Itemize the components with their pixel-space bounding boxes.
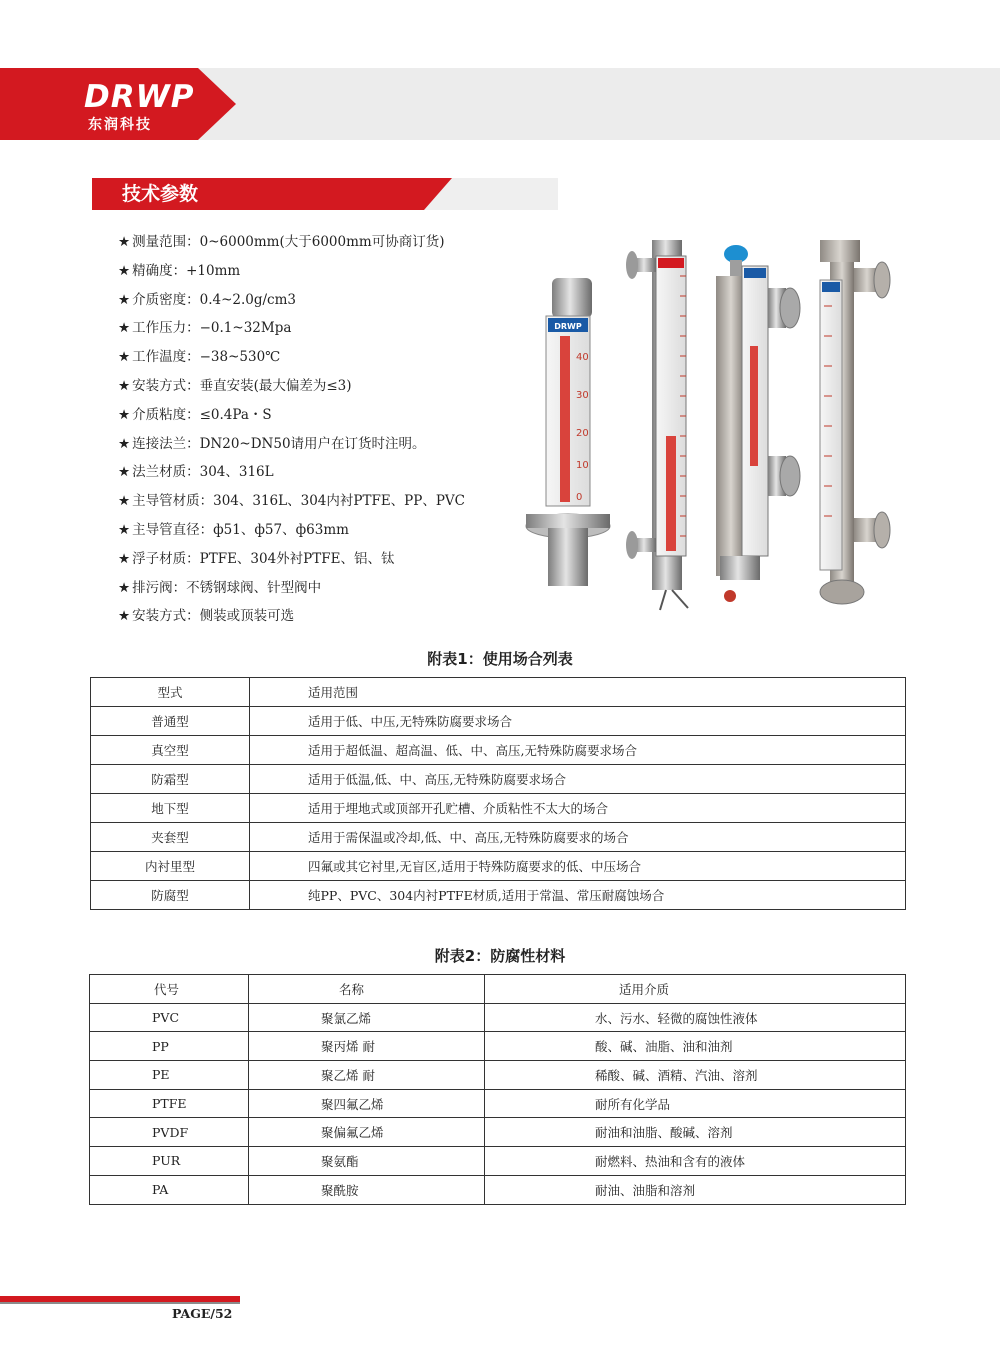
table-row: PE 聚乙烯 耐 稀酸、碱、酒精、汽油、溶剂 bbox=[90, 1061, 906, 1090]
table-row: 真空型 适用于超低温、超高温、低、中、高压,无特殊防腐要求场合 bbox=[91, 736, 906, 765]
param-item: ★ 工作压力：−0.1~32Mpa bbox=[118, 320, 292, 337]
table-row: 防霜型 适用于低温,低、中、高压,无特殊防腐要求场合 bbox=[91, 765, 906, 794]
param-item: ★ 浮子材质：PTFE、304外衬PTFE、铝、钛 bbox=[118, 550, 395, 567]
usage-table bbox=[90, 677, 906, 910]
material-table bbox=[89, 974, 906, 1205]
star-icon: ★ bbox=[118, 608, 131, 625]
parameter-list bbox=[118, 228, 465, 631]
param-item: ★ 主导管直径：ф51、ф57、ф63mm bbox=[118, 521, 349, 538]
brand-logo: DRWP bbox=[84, 79, 195, 115]
scale-label: 40 bbox=[576, 352, 589, 363]
table2-title: 附表2：防腐性材料 bbox=[434, 947, 566, 965]
scale-label: 0 bbox=[576, 492, 583, 503]
header-cell: 适用范围 bbox=[250, 678, 906, 707]
star-icon: ★ bbox=[118, 377, 131, 394]
star-icon: ★ bbox=[118, 550, 131, 567]
page-number: PAGE/52 bbox=[172, 1306, 233, 1321]
footer-gray-line bbox=[0, 1302, 240, 1304]
star-icon: ★ bbox=[118, 291, 131, 308]
table1-title: 附表1：使用场合列表 bbox=[427, 650, 573, 668]
header-cell: 名称 bbox=[249, 975, 485, 1004]
table-row: PTFE 聚四氟乙烯 耐所有化学品 bbox=[90, 1089, 906, 1118]
star-icon: ★ bbox=[118, 406, 131, 423]
param-item: ★ 介质密度：0.4~2.0g/cm3 bbox=[118, 291, 297, 308]
gauge-b bbox=[626, 240, 688, 610]
header-cell: 代号 bbox=[90, 975, 249, 1004]
table-row: PA 聚酰胺 耐油、油脂和溶剂 bbox=[90, 1175, 906, 1204]
section-title: 技术参数 bbox=[122, 183, 199, 205]
param-item: ★ 主导管材质：304、316L、304内衬PTFE、PP、PVC bbox=[118, 493, 466, 510]
gauge-d bbox=[820, 240, 890, 604]
table-row: PP 聚丙烯 耐 酸、碱、油脂、油和油剂 bbox=[90, 1032, 906, 1061]
table-row: 夹套型 适用于需保温或冷却,低、中、高压,无特殊防腐要求的场合 bbox=[91, 823, 906, 852]
param-item: ★ 精确度：+10mm bbox=[118, 262, 241, 279]
table-row: 内衬里型 四氟或其它衬里,无盲区,适用于特殊防腐要求的低、中压场合 bbox=[91, 852, 906, 881]
star-icon: ★ bbox=[118, 349, 131, 366]
param-item: ★ 测量范围：0~6000mm(大于6000mm可协商订货) bbox=[118, 234, 445, 250]
param-item: ★ 法兰材质：304、316L bbox=[118, 464, 274, 481]
star-icon: ★ bbox=[118, 234, 131, 250]
table-row: PUR 聚氨酯 耐燃料、热油和含有的液体 bbox=[90, 1147, 906, 1176]
gauge-a-badge: DRWP bbox=[554, 322, 582, 331]
table-row: 普通型 适用于低、中压,无特殊防腐要求场合 bbox=[91, 707, 906, 736]
table-row: 地下型 适用于埋地式或顶部开孔贮槽、介质粘性不太大的场合 bbox=[91, 794, 906, 823]
table-row: PVC 聚氯乙烯 水、污水、轻微的腐蚀性液体 bbox=[90, 1003, 906, 1032]
star-icon: ★ bbox=[118, 579, 131, 596]
header-cell: 型式 bbox=[91, 678, 250, 707]
param-item: ★ 介质粘度：≤0.4Pa・S bbox=[118, 406, 272, 423]
star-icon: ★ bbox=[118, 320, 131, 337]
star-icon: ★ bbox=[118, 262, 131, 279]
table-row: 防腐型 纯PP、PVC、304内衬PTFE材质,适用于常温、常压耐腐蚀场合 bbox=[91, 881, 906, 910]
gauge-a bbox=[526, 278, 610, 586]
star-icon: ★ bbox=[118, 493, 131, 510]
scale-label: 10 bbox=[576, 460, 589, 471]
param-item: ★ 安装方式：垂直安装(最大偏差为≤3) bbox=[118, 377, 352, 394]
table-header-row bbox=[90, 975, 906, 1004]
header-cell: 适用介质 bbox=[485, 975, 906, 1004]
table-header-row bbox=[91, 678, 906, 707]
param-item: ★ 工作温度：−38~530℃ bbox=[118, 349, 281, 366]
star-icon: ★ bbox=[118, 464, 131, 481]
param-item: ★ 安装方式：侧装或顶装可选 bbox=[118, 608, 295, 625]
param-item: ★ 排污阀：不锈钢球阀、针型阀中 bbox=[118, 579, 322, 596]
brand-name: 东润科技 bbox=[88, 117, 152, 133]
star-icon: ★ bbox=[118, 435, 131, 452]
gauge-c bbox=[716, 245, 800, 602]
table-row: PVDF 聚偏氟乙烯 耐油和油脂、酸碱、溶剂 bbox=[90, 1118, 906, 1147]
scale-label: 20 bbox=[576, 428, 589, 439]
star-icon: ★ bbox=[118, 521, 131, 538]
level-gauge-photos bbox=[520, 236, 910, 616]
scale-label: 30 bbox=[576, 390, 589, 401]
param-item: ★ 连接法兰：DN20~DN50请用户在订货时注明。 bbox=[118, 435, 426, 452]
